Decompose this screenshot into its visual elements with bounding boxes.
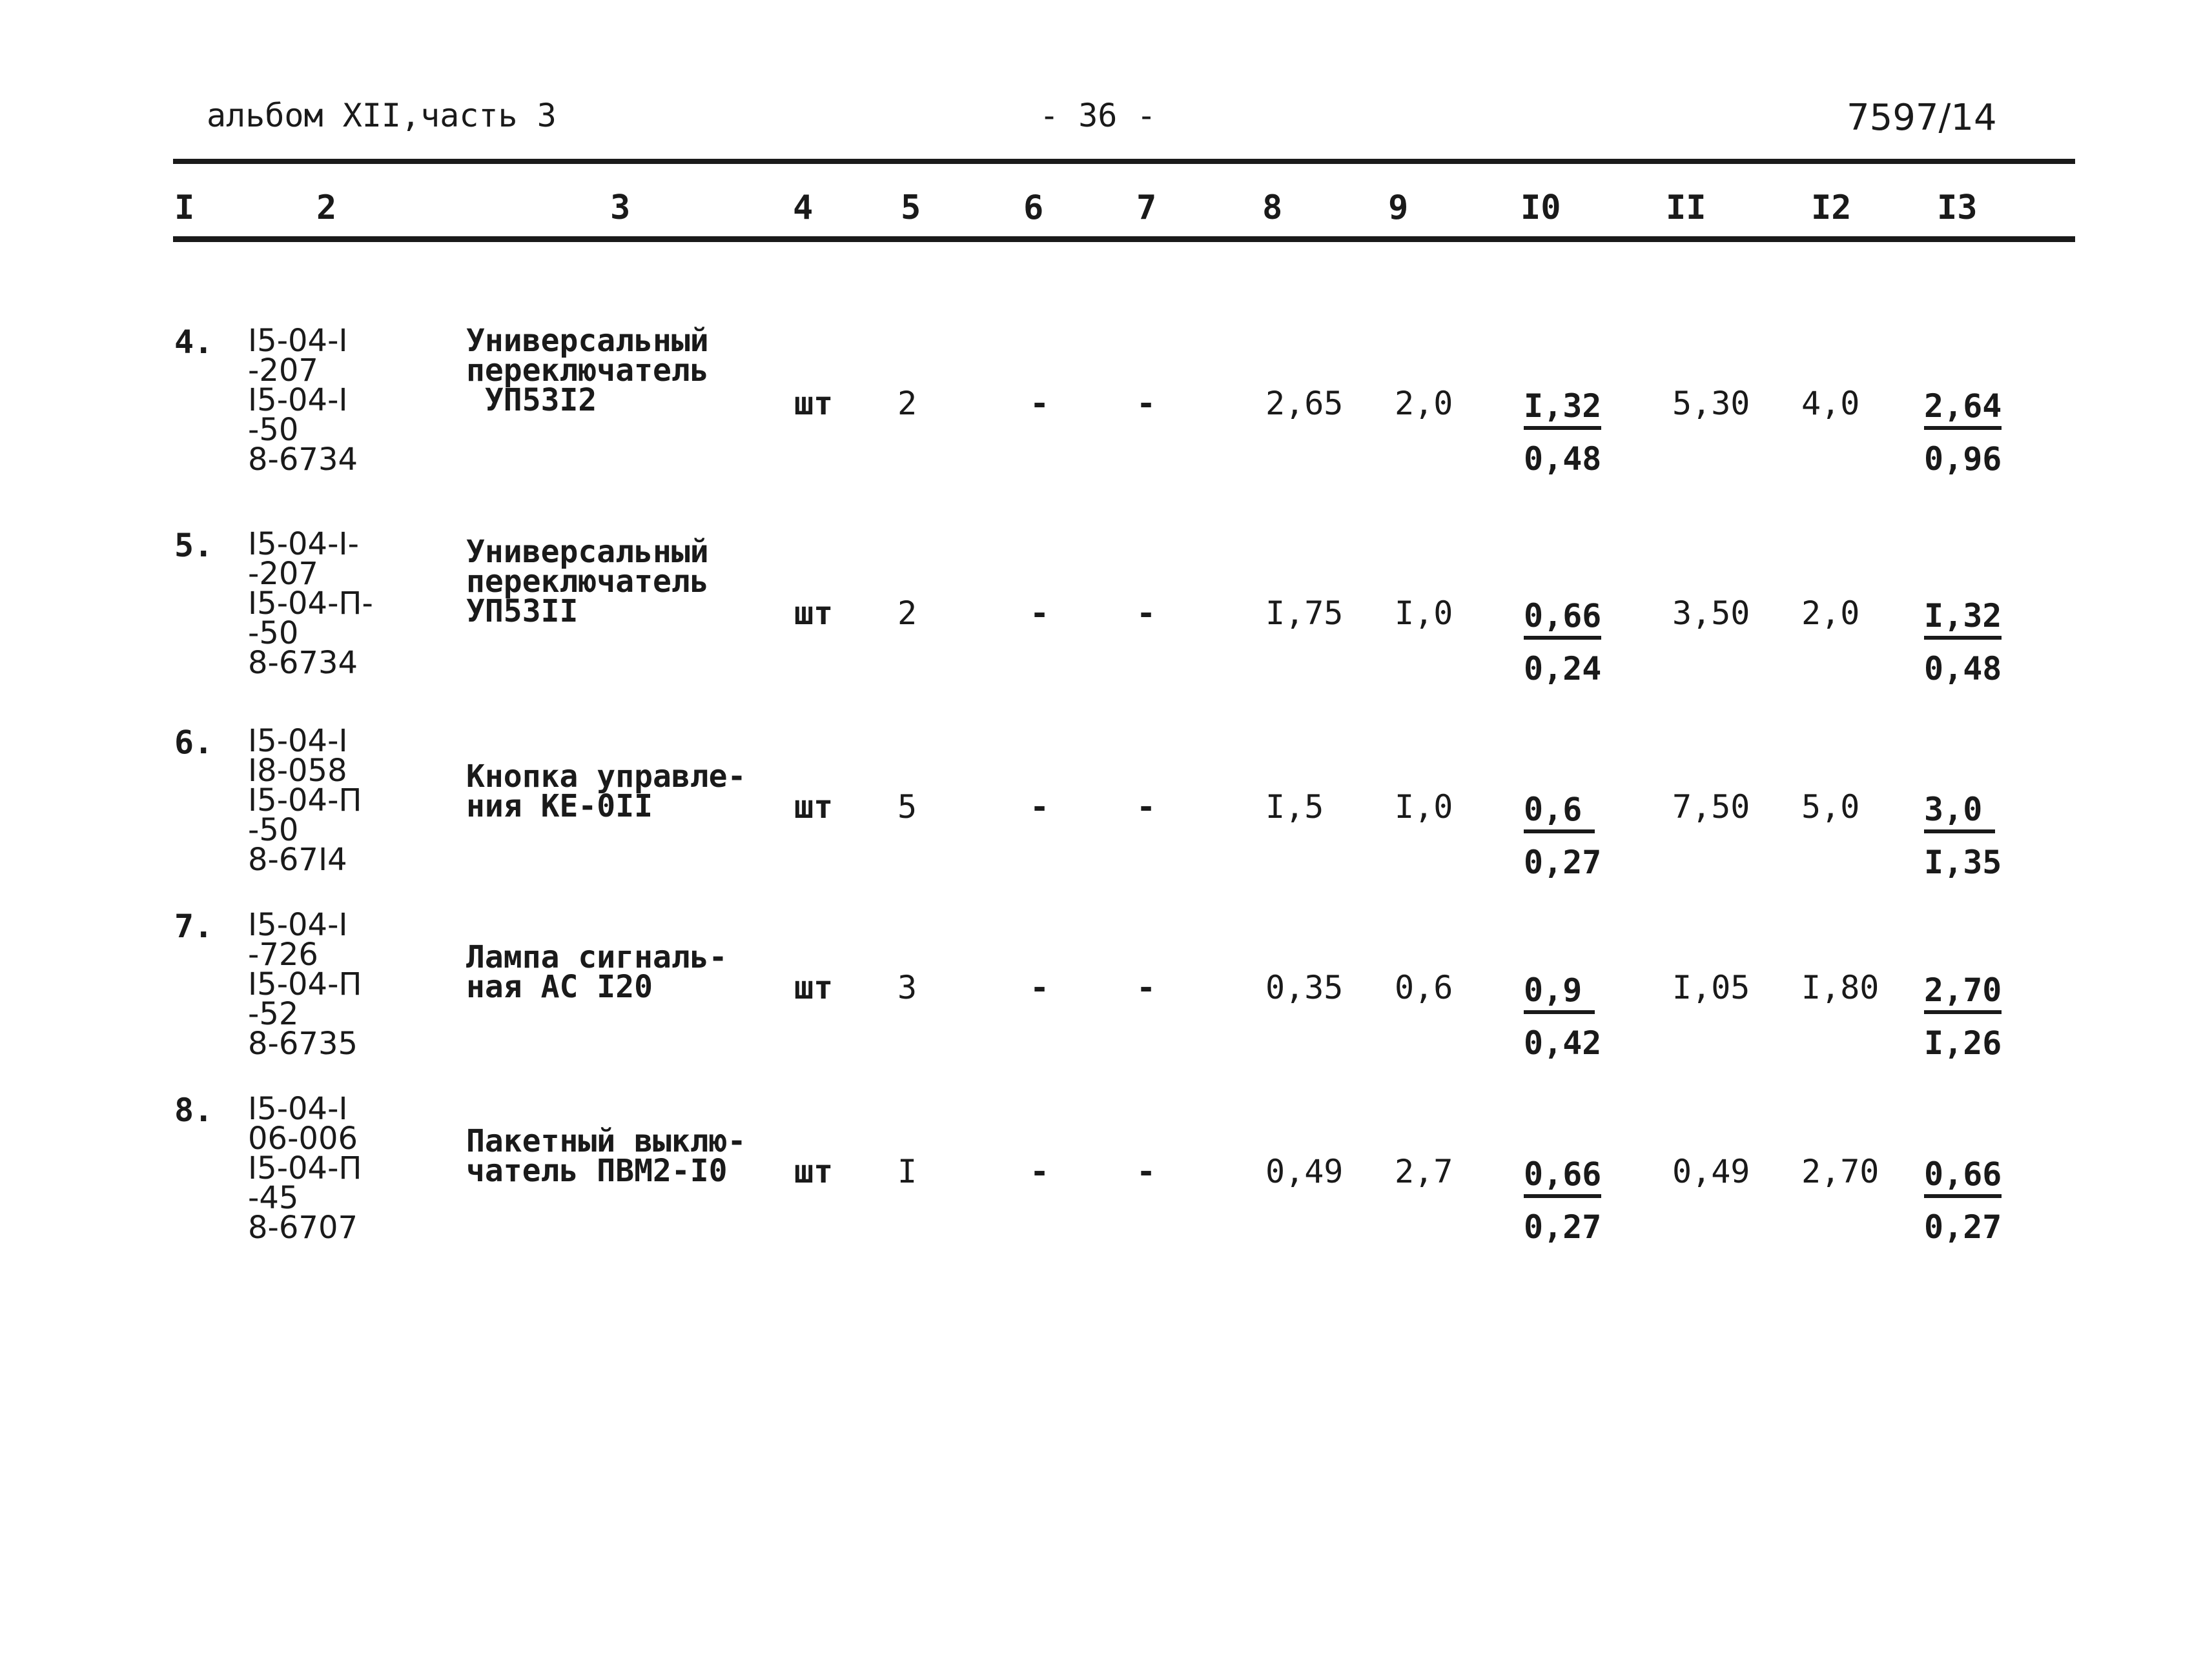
col12-value: I,80 xyxy=(1801,969,1879,1006)
col13-fraction xyxy=(1924,1155,2002,1246)
col6-value: - xyxy=(1030,385,1050,422)
col10-fraction xyxy=(1524,971,1601,1062)
column-number-11: II xyxy=(1666,188,1706,227)
col9-value: I,0 xyxy=(1395,595,1453,632)
col13-numerator: 3,0 xyxy=(1924,791,1995,833)
col13-denominator: 0,27 xyxy=(1924,1208,2002,1246)
col10-fraction xyxy=(1524,597,1601,687)
col13-fraction xyxy=(1924,597,2002,687)
unit: шт xyxy=(794,788,834,826)
column-number-12: I2 xyxy=(1811,188,1852,227)
col11-value: 7,50 xyxy=(1672,788,1750,826)
col7-value: - xyxy=(1136,788,1156,826)
col13-numerator: 0,66 xyxy=(1924,1155,2002,1198)
col12-value: 5,0 xyxy=(1801,788,1860,826)
col13-numerator: I,32 xyxy=(1924,597,2002,640)
item-name: Пакетный выклю- чатель ПВМ2-I0 xyxy=(466,1123,746,1189)
col12-value: 4,0 xyxy=(1801,385,1860,422)
col10-fraction xyxy=(1524,1155,1601,1246)
quantity: 3 xyxy=(897,969,917,1006)
row-number: 5. xyxy=(174,527,214,564)
col13-numerator: 2,70 xyxy=(1924,971,2002,1014)
col10-numerator: 0,66 xyxy=(1524,1155,1601,1198)
col11-value: I,05 xyxy=(1672,969,1750,1006)
column-number-1: I xyxy=(174,188,195,227)
column-number-3: 3 xyxy=(610,188,631,227)
row-number: 4. xyxy=(174,323,214,361)
col9-value: 2,0 xyxy=(1395,385,1453,422)
column-number-13: I3 xyxy=(1937,188,1978,227)
column-number-4: 4 xyxy=(793,188,814,227)
col13-denominator: 0,96 xyxy=(1924,440,2002,478)
quantity: 5 xyxy=(897,788,917,826)
catalog-code: I5-04-I -207 I5-04-I -50 8-6734 xyxy=(248,323,358,478)
col10-denominator: 0,27 xyxy=(1524,844,1602,881)
col8-value: 0,35 xyxy=(1265,969,1344,1006)
column-number-8: 8 xyxy=(1262,188,1283,227)
col11-value: 3,50 xyxy=(1672,595,1750,632)
column-number-10: I0 xyxy=(1521,188,1561,227)
col8-value: I,5 xyxy=(1265,788,1324,826)
col10-denominator: 0,42 xyxy=(1524,1024,1602,1062)
col10-numerator: 0,66 xyxy=(1524,597,1601,640)
catalog-code: I5-04-I -726 I5-04-П -52 8-6735 xyxy=(248,907,362,1062)
quantity: 2 xyxy=(897,595,917,632)
col9-value: 0,6 xyxy=(1395,969,1453,1006)
col11-value: 5,30 xyxy=(1672,385,1750,422)
column-number-7: 7 xyxy=(1136,188,1157,227)
col6-value: - xyxy=(1030,1153,1050,1190)
header-rule-bottom xyxy=(173,236,2075,242)
item-name: Универсальный переключатель УП53I2 xyxy=(466,323,709,418)
col8-value: 2,65 xyxy=(1265,385,1344,422)
col10-fraction xyxy=(1524,387,1601,478)
col8-value: I,75 xyxy=(1265,595,1344,632)
col13-denominator: I,35 xyxy=(1924,844,2002,881)
catalog-code: I5-04-I- -207 I5-04-П- -50 8-6734 xyxy=(248,526,373,681)
col10-denominator: 0,48 xyxy=(1524,440,1602,478)
col12-value: 2,70 xyxy=(1801,1153,1879,1190)
item-name: Универсальный переключатель УП53II xyxy=(466,534,709,629)
document-number: 7597/14 xyxy=(1847,97,1997,139)
col13-denominator: I,26 xyxy=(1924,1024,2002,1062)
table-row xyxy=(0,723,2212,881)
quantity: I xyxy=(897,1153,917,1190)
col10-numerator: 0,6 xyxy=(1524,791,1595,833)
column-number-6: 6 xyxy=(1023,188,1044,227)
col7-value: - xyxy=(1136,1153,1156,1190)
row-number: 6. xyxy=(174,724,214,761)
col6-value: - xyxy=(1030,788,1050,826)
col8-value: 0,49 xyxy=(1265,1153,1344,1190)
col9-value: I,0 xyxy=(1395,788,1453,826)
unit: шт xyxy=(794,1153,834,1190)
col10-numerator: I,32 xyxy=(1524,387,1601,430)
col7-value: - xyxy=(1136,969,1156,1006)
column-number-2: 2 xyxy=(316,188,337,227)
col11-value: 0,49 xyxy=(1672,1153,1750,1190)
col10-denominator: 0,27 xyxy=(1524,1208,1602,1246)
catalog-code: I5-04-I 06-006 I5-04-П -45 8-6707 xyxy=(248,1091,362,1246)
album-title: альбом XII,часть 3 xyxy=(207,97,557,134)
col6-value: - xyxy=(1030,969,1050,1006)
col9-value: 2,7 xyxy=(1395,1153,1453,1190)
table-row xyxy=(0,907,2212,1062)
col7-value: - xyxy=(1136,385,1156,422)
unit: шт xyxy=(794,595,834,632)
col13-denominator: 0,48 xyxy=(1924,650,2002,687)
col10-numerator: 0,9 xyxy=(1524,971,1595,1014)
col13-fraction xyxy=(1924,971,2002,1062)
column-number-5: 5 xyxy=(901,188,921,227)
unit: шт xyxy=(794,385,834,422)
col6-value: - xyxy=(1030,595,1050,632)
header-rule-top xyxy=(173,159,2075,164)
catalog-code: I5-04-I I8-058 I5-04-П -50 8-67I4 xyxy=(248,723,362,878)
column-number-9: 9 xyxy=(1388,188,1409,227)
row-number: 7. xyxy=(174,908,214,945)
col7-value: - xyxy=(1136,595,1156,632)
unit: шт xyxy=(794,969,834,1006)
col10-fraction xyxy=(1524,791,1601,881)
col10-denominator: 0,24 xyxy=(1524,650,1602,687)
col13-numerator: 2,64 xyxy=(1924,387,2002,430)
quantity: 2 xyxy=(897,385,917,422)
col13-fraction xyxy=(1924,387,2002,478)
table-row xyxy=(0,323,2212,478)
item-name: Кнопка управле- ния КЕ-0II xyxy=(466,758,746,824)
page-number: - 36 - xyxy=(1039,97,1156,134)
table-row xyxy=(0,526,2212,687)
table-row xyxy=(0,1091,2212,1246)
row-number: 8. xyxy=(174,1092,214,1129)
item-name: Лампа сигналь- ная АС I20 xyxy=(466,939,728,1005)
col13-fraction xyxy=(1924,791,2002,881)
col12-value: 2,0 xyxy=(1801,595,1860,632)
